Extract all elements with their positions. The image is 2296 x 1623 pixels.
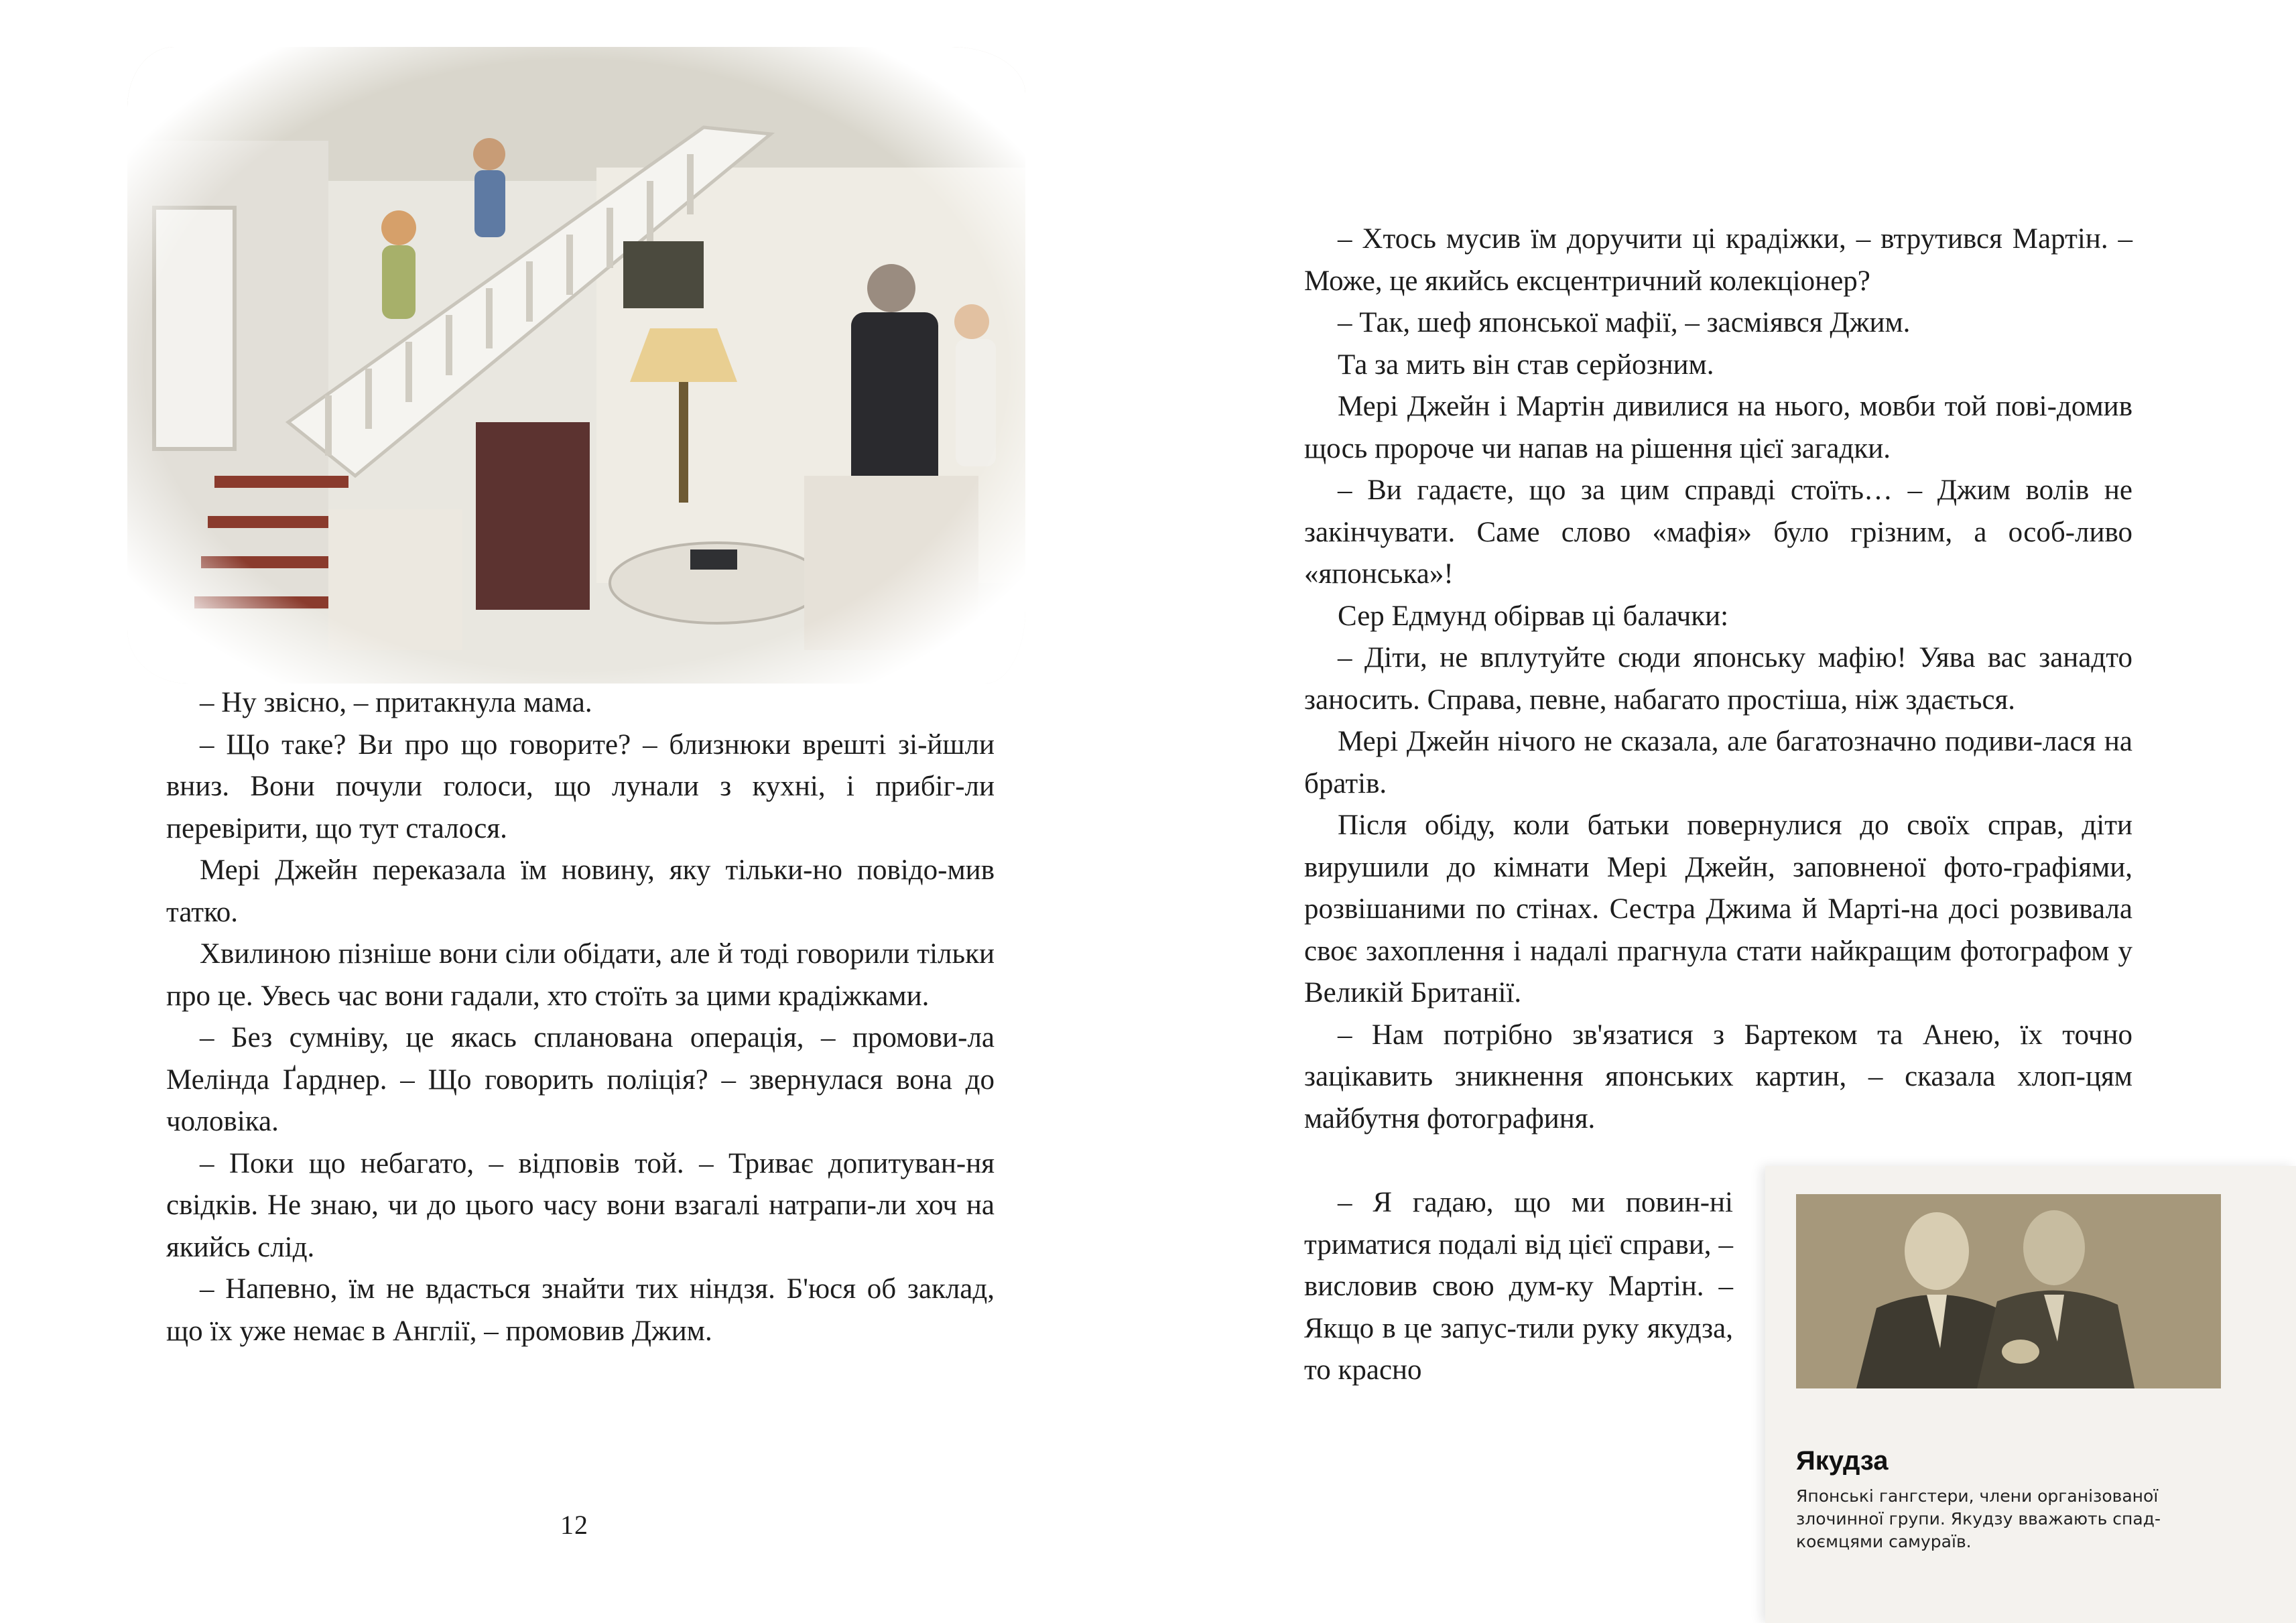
paragraph: Хвилиною пізніше вони сіли обідати, але й тоді говорили тільки про це. Увесь час вони гадали, хто стоїть за цими крадіжками.: [166, 938, 995, 1012]
paragraph: Після обіду, коли батьки повернулися до своїх справ, діти вирушили до кімнати Мері Джейн, заповненої фото-графіями, розвішаними по стінах. Сестра Джима й Марті-на досі розвивала своє захоплення і надалі прагнула стати найкращим фотографом у Великій Британії.: [1304, 809, 2132, 1009]
paragraph: – Так, шеф японської мафії, – засміявся Джим.: [1338, 307, 1911, 338]
right-body-text: [1304, 218, 2132, 1140]
paragraph: Та за мить він став серйозним.: [1338, 348, 1714, 381]
paragraph: Сер Едмунд обірвав ці балачки:: [1338, 600, 1729, 632]
paragraph: – Хтось мусив їм доручити ці крадіжки, – втрутився Мартін. – Може, це якийсь ексцентричний колекціонер?: [1304, 223, 2132, 297]
yakuza-photo: [1796, 1194, 2221, 1388]
left-body-text: [166, 682, 995, 1352]
page-number: 12: [560, 1510, 588, 1540]
paragraph: Мері Джейн нічого не сказала, але багатозначно подиви-лася на братів.: [1304, 726, 2132, 799]
paragraph: Мері Джейн і Мартін дивилися на нього, мовби той пові-домив щось пророче чи напав на рішення цієї загадки.: [1304, 391, 2132, 464]
glossary-term: Якудза: [1796, 1446, 1889, 1476]
paragraph: – Напевно, їм не вдасться знайти тих ніндзя. Б'юся об заклад, що їх уже немає в Англії, – промовив Джим.: [166, 1273, 995, 1347]
paragraph: – Без сумніву, це якась спланована операція, – промови-ла Мелінда Ґарднер. – Що говорить поліція? – звернулася вона до чоловіка.: [166, 1022, 995, 1137]
yakuza-glossary-box: [1765, 1166, 2296, 1623]
paragraph: – Поки що небагато, – відповів той. – Триває допитуван-ня свідків. Не знаю, чи до цього часу вони взагалі натрапи-ли хоч на якийсь слід.: [166, 1147, 995, 1263]
staircase-illustration: [127, 47, 1025, 684]
paragraph: – Ну звісно, – притакнула мама.: [200, 687, 592, 718]
paragraph: – Ви гадаєте, що за цим справді стоїть… – Джим волів не закінчувати. Саме слово «мафія» було грізним, а особ-ливо «японська»!: [1304, 474, 2132, 590]
paragraph: – Я гадаю, що ми повин-ні триматися подалі від цієї справи, – висловив свою дум-ку Мартін. – Якщо в це запус-тили руку якудза, то красно: [1304, 1187, 1733, 1386]
glossary-definition: [1796, 1485, 2185, 1553]
definition-line: Японські гангстери, члени організованої: [1796, 1486, 2159, 1506]
definition-line: злочинної групи. Якудзу вважають спад-: [1796, 1509, 2161, 1529]
right-page: [1148, 0, 2296, 1623]
definition-line: коємцями самураїв.: [1796, 1532, 1972, 1551]
paragraph: – Нам потрібно зв'язатися з Бартеком та Анею, їх точно зацікавить зникнення японських картин, – сказала хлоп-цям майбутня фотографиня.: [1304, 1019, 2132, 1134]
yakuza-sepia-image: [1796, 1194, 2221, 1388]
paragraph: – Діти, не вплутуйте сюди японську мафію! Уява вас занадто заносить. Справа, певне, набагато простіша, ніж здається.: [1304, 642, 2132, 716]
paragraph: Мері Джейн переказала їм новину, яку тільки-но повідо-мив татко.: [166, 854, 995, 928]
right-narrow-text: [1304, 1182, 1733, 1392]
staircase-scene-image: [127, 47, 1025, 684]
paragraph: – Що таке? Ви про що говорите? – близнюки врешті зі-йшли вниз. Вони почули голоси, що лунали з кухні, і прибіг-ли перевірити, що тут сталося.: [166, 728, 995, 844]
